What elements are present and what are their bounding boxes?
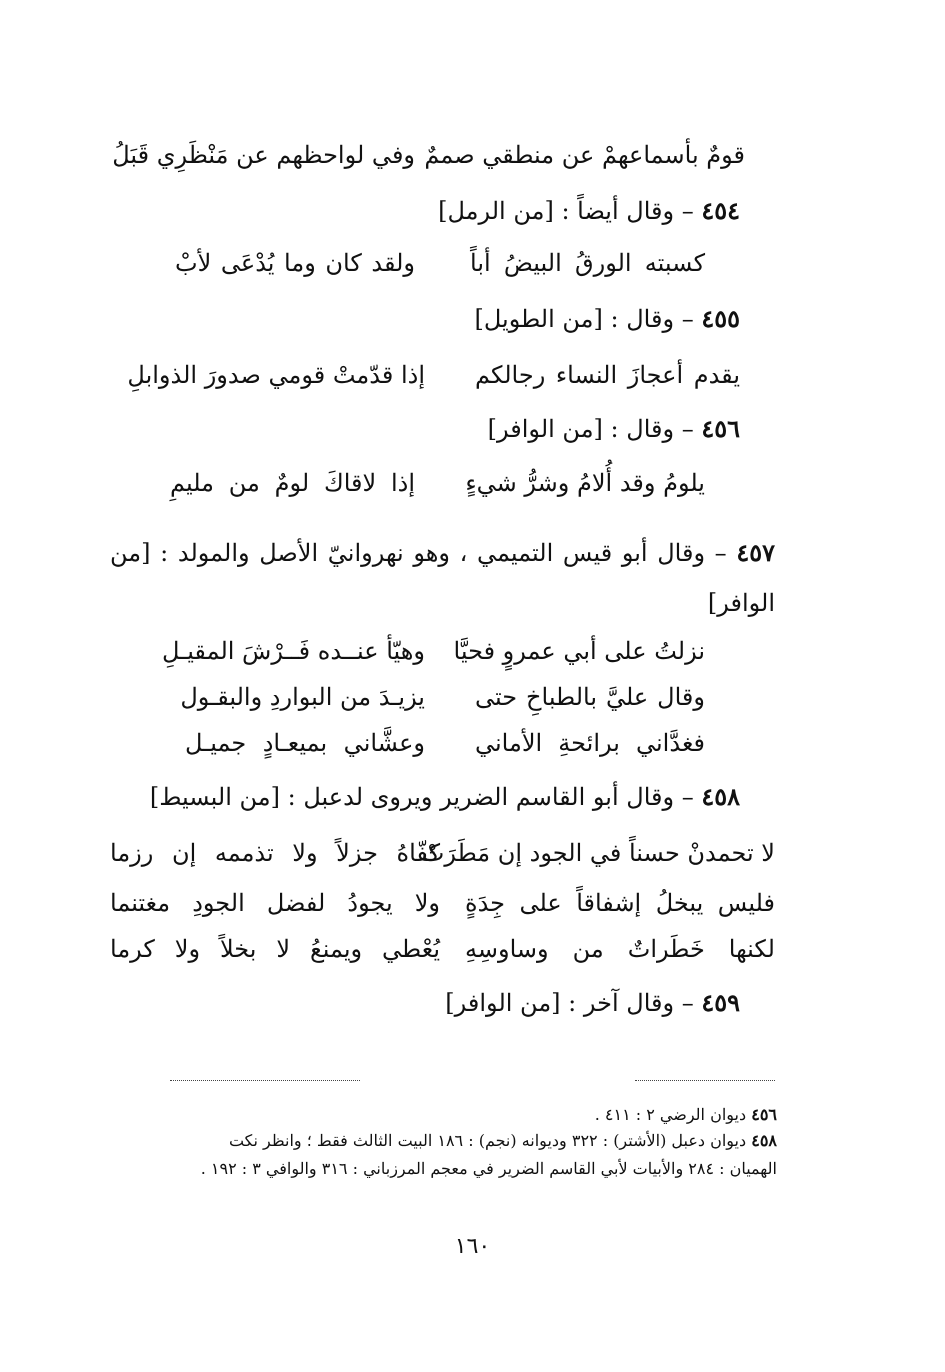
footnote	[107, 1156, 777, 1182]
verse-second-hemistich: ولقد كان وما يُدْعَى لأبْ	[175, 249, 415, 277]
entry-heading-455	[340, 296, 740, 342]
verse-first-hemistich: وقال عليَّ بالطباخِ حتى	[475, 683, 705, 711]
entry-intro: – وقال آخر : [من الوافر]	[445, 989, 702, 1017]
footnote-text: ديوان دعبل (الأشتر) : ٣٢٢ وديوانه (نجم) : ١٨٦ البيت الثالث فقط ؛ وانظر نكت	[228, 1131, 752, 1150]
verse-second-hemistich: يزيـدَ من البواردِ والبقـول	[180, 683, 425, 711]
verse	[110, 880, 775, 926]
entry-heading-454	[340, 188, 740, 234]
verse-first-hemistich: لا تحمدنْ حسناً في الجود إن مَطَرَتْ	[421, 839, 775, 867]
entry-intro: – وقال : [من الوافر]	[487, 415, 702, 443]
entry-number: ٤٥٨	[701, 782, 740, 811]
entry-number: ٤٥٩	[701, 988, 740, 1017]
verse-first-hemistich: كسبته الورقُ البيضُ أباً	[470, 249, 705, 277]
verse	[112, 132, 745, 178]
entry-heading-456	[340, 406, 740, 452]
verse	[161, 628, 705, 674]
footnote-separator	[635, 1080, 775, 1081]
page-number: ١٦٠	[454, 1234, 491, 1259]
verse-first-hemistich: نزلتُ على أبي عمروٍ فحيَّا	[453, 637, 705, 665]
verse-first-hemistich: فغدَّاني برائحةِ الأماني	[475, 729, 705, 757]
entry-heading-458	[149, 774, 740, 820]
verse-first-hemistich: يلومُ وقد أُلامُ وشرُّ شيءٍ	[465, 469, 705, 497]
verse-second-hemistich: كفّاهُ جزلاً ولا تذممه إن رزما	[110, 839, 440, 867]
verse	[127, 352, 740, 398]
entry-intro: – وقال أبو قيس التميمي ، وهو نهروانيّ الأصل والمولد : [من الوافر]	[110, 539, 775, 617]
verse-second-hemistich: ولا يجودُ لفضل الجودِ مغتنما	[110, 889, 440, 917]
entry-intro: – وقال : [من الطويل]	[474, 305, 702, 333]
entry-number: ٤٥٤	[701, 196, 740, 225]
entry-heading-459	[340, 980, 740, 1026]
verse-second-hemistich: إذا قدّمتْ قومي صدورَ الذوابلِ	[127, 361, 425, 389]
verse-second-hemistich: إذا لاقاكَ لومٌ من مليمِ	[170, 469, 415, 497]
footnote-text: ديوان الرضي ٢ : ٤١١ .	[594, 1105, 752, 1124]
footnote-number: ٤٥٨	[751, 1131, 777, 1150]
entry-number: ٤٥٥	[701, 304, 740, 333]
verse	[110, 926, 775, 972]
footnote	[107, 1102, 777, 1128]
entry-heading-457	[110, 528, 775, 628]
verse	[180, 674, 705, 720]
verse	[170, 460, 705, 506]
verse-first-hemistich: يقدم أعجازَ النساء رجالكم	[475, 361, 740, 389]
footnote-number: ٤٥٦	[751, 1105, 777, 1124]
verse-first-hemistich: لكنها خَطَراتٌ من وساوسِهِ	[465, 935, 775, 963]
verse	[110, 830, 775, 876]
footnote	[107, 1128, 777, 1154]
verse-second-hemistich: وهيّأ عنــده فَــرْشَ المقيـلِ	[161, 637, 425, 665]
verse	[185, 720, 705, 766]
entry-number: ٤٥٦	[701, 414, 740, 443]
entry-number: ٤٥٧	[736, 538, 775, 567]
verse-first-hemistich: قومٌ بأسماعهمْ عن منطقي صممٌ	[424, 141, 745, 169]
footnote-text: الهميان : ٢٨٤ والأبيات لأبي القاسم الضرير في معجم المرزباني : ٣١٦ والوافي ٣ : ١٩٢ .	[200, 1159, 777, 1178]
footnote-separator	[170, 1080, 360, 1081]
verse-second-hemistich: وعشَّاني بميعـادٍ جميـل	[185, 729, 425, 757]
verse-second-hemistich: وفي لواحظهم عن مَنْظَرِي قَبَلُ	[112, 141, 415, 169]
verse-first-hemistich: فليس يبخلُ إشفاقاً على جِدَةٍ	[465, 889, 775, 917]
verse	[175, 240, 705, 286]
entry-intro: – وقال أيضاً : [من الرمل]	[438, 197, 702, 225]
verse-second-hemistich: يُعْطي ويمنعُ لا بخلاً ولا كرما	[110, 935, 440, 963]
entry-intro: – وقال أبو القاسم الضرير ويروى لدعبل : [من البسيط]	[149, 783, 702, 811]
